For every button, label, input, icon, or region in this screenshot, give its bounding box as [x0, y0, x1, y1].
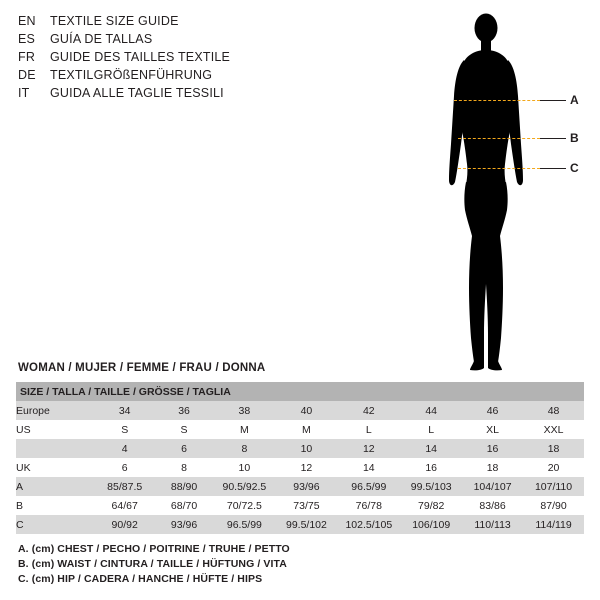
row-label: C — [16, 515, 95, 534]
row-label: US — [16, 420, 95, 439]
cell: 42 — [337, 401, 400, 420]
row-label: A — [16, 477, 95, 496]
table-row — [16, 515, 584, 534]
measure-label-b: B — [570, 131, 579, 145]
cell: 48 — [523, 401, 584, 420]
language-row — [18, 68, 358, 86]
table-row — [16, 496, 584, 515]
cell: L — [337, 420, 400, 439]
cell: 73/75 — [276, 496, 338, 515]
cell: S — [95, 420, 155, 439]
language-row — [18, 14, 358, 32]
language-code: DE — [18, 68, 36, 82]
cell: 87/90 — [523, 496, 584, 515]
language-text: GUIDE DES TAILLES TEXTILE — [50, 50, 231, 64]
language-code: EN — [18, 14, 36, 28]
language-row — [18, 32, 358, 50]
cell: 70/72.5 — [213, 496, 275, 515]
cell: 110/113 — [462, 515, 523, 534]
note-waist: B. (cm) WAIST / CINTURA / TAILLE / HÜFTUNG / VITA — [18, 558, 287, 570]
section-title: WOMAN / MUJER / FEMME / FRAU / DONNA — [18, 362, 266, 374]
cell: 76/78 — [337, 496, 400, 515]
measure-label-c: C — [570, 161, 579, 175]
cell: 93/96 — [276, 477, 338, 496]
cell: 10 — [213, 458, 275, 477]
waist-guide-line — [458, 138, 540, 139]
chest-pointer-line — [540, 100, 566, 101]
table-row — [16, 477, 584, 496]
cell: 79/82 — [400, 496, 462, 515]
cell: 68/70 — [155, 496, 213, 515]
cell: 106/109 — [400, 515, 462, 534]
size-table — [16, 382, 584, 534]
cell: 96.5/99 — [337, 477, 400, 496]
cell: 93/96 — [155, 515, 213, 534]
cell: 38 — [213, 401, 275, 420]
table-row — [16, 420, 584, 439]
cell: XXL — [523, 420, 584, 439]
table-header-label: SIZE / TALLA / TAILLE / GRÖSSE / TAGLIA — [16, 382, 584, 401]
cell: 99.5/102 — [276, 515, 338, 534]
table-header-row — [16, 382, 584, 401]
table-row — [16, 439, 584, 458]
hip-guide-line — [458, 168, 540, 169]
table-row — [16, 401, 584, 420]
cell: 18 — [523, 439, 584, 458]
cell: 8 — [213, 439, 275, 458]
row-label — [16, 439, 95, 458]
row-label: UK — [16, 458, 95, 477]
cell: 20 — [523, 458, 584, 477]
chest-guide-line — [454, 100, 540, 101]
cell: 4 — [95, 439, 155, 458]
note-chest: A. (cm) CHEST / PECHO / POITRINE / TRUHE / PETTO — [18, 543, 290, 555]
cell: L — [400, 420, 462, 439]
cell: 18 — [462, 458, 523, 477]
table-row — [16, 458, 584, 477]
cell: 34 — [95, 401, 155, 420]
cell: 8 — [155, 458, 213, 477]
cell: 83/86 — [462, 496, 523, 515]
language-code: IT — [18, 86, 30, 100]
cell: 14 — [337, 458, 400, 477]
cell: 102.5/105 — [337, 515, 400, 534]
language-text: GUIDA ALLE TAGLIE TESSILI — [50, 86, 224, 100]
row-label: B — [16, 496, 95, 515]
cell: 36 — [155, 401, 213, 420]
cell: M — [213, 420, 275, 439]
cell: 10 — [276, 439, 338, 458]
body-silhouette-icon — [420, 8, 590, 378]
waist-pointer-line — [540, 138, 566, 139]
language-row — [18, 86, 358, 104]
cell: 107/110 — [523, 477, 584, 496]
cell: 16 — [462, 439, 523, 458]
row-label: Europe — [16, 401, 95, 420]
language-header — [18, 14, 358, 104]
cell: XL — [462, 420, 523, 439]
language-text: GUÍA DE TALLAS — [50, 32, 153, 46]
cell: M — [276, 420, 338, 439]
cell: 96.5/99 — [213, 515, 275, 534]
cell: 6 — [155, 439, 213, 458]
cell: 85/87.5 — [95, 477, 155, 496]
language-code: FR — [18, 50, 36, 64]
cell: 90.5/92.5 — [213, 477, 275, 496]
cell: 99.5/103 — [400, 477, 462, 496]
cell: 90/92 — [95, 515, 155, 534]
measurement-notes — [18, 542, 290, 587]
cell: 12 — [276, 458, 338, 477]
language-text: TEXTILE SIZE GUIDE — [50, 14, 179, 28]
cell: 44 — [400, 401, 462, 420]
cell: 114/119 — [523, 515, 584, 534]
cell: 16 — [400, 458, 462, 477]
measure-label-a: A — [570, 93, 579, 107]
cell: 14 — [400, 439, 462, 458]
cell: 64/67 — [95, 496, 155, 515]
cell: 40 — [276, 401, 338, 420]
note-hip: C. (cm) HIP / CADERA / HANCHE / HÜFTE / HIPS — [18, 573, 263, 585]
hip-pointer-line — [540, 168, 566, 169]
female-body-figure — [420, 8, 590, 378]
cell: S — [155, 420, 213, 439]
cell: 46 — [462, 401, 523, 420]
language-row — [18, 50, 358, 68]
cell: 12 — [337, 439, 400, 458]
cell: 88/90 — [155, 477, 213, 496]
cell: 6 — [95, 458, 155, 477]
cell: 104/107 — [462, 477, 523, 496]
language-text: TEXTILGRÖßENFÜHRUNG — [50, 68, 213, 82]
language-code: ES — [18, 32, 36, 46]
